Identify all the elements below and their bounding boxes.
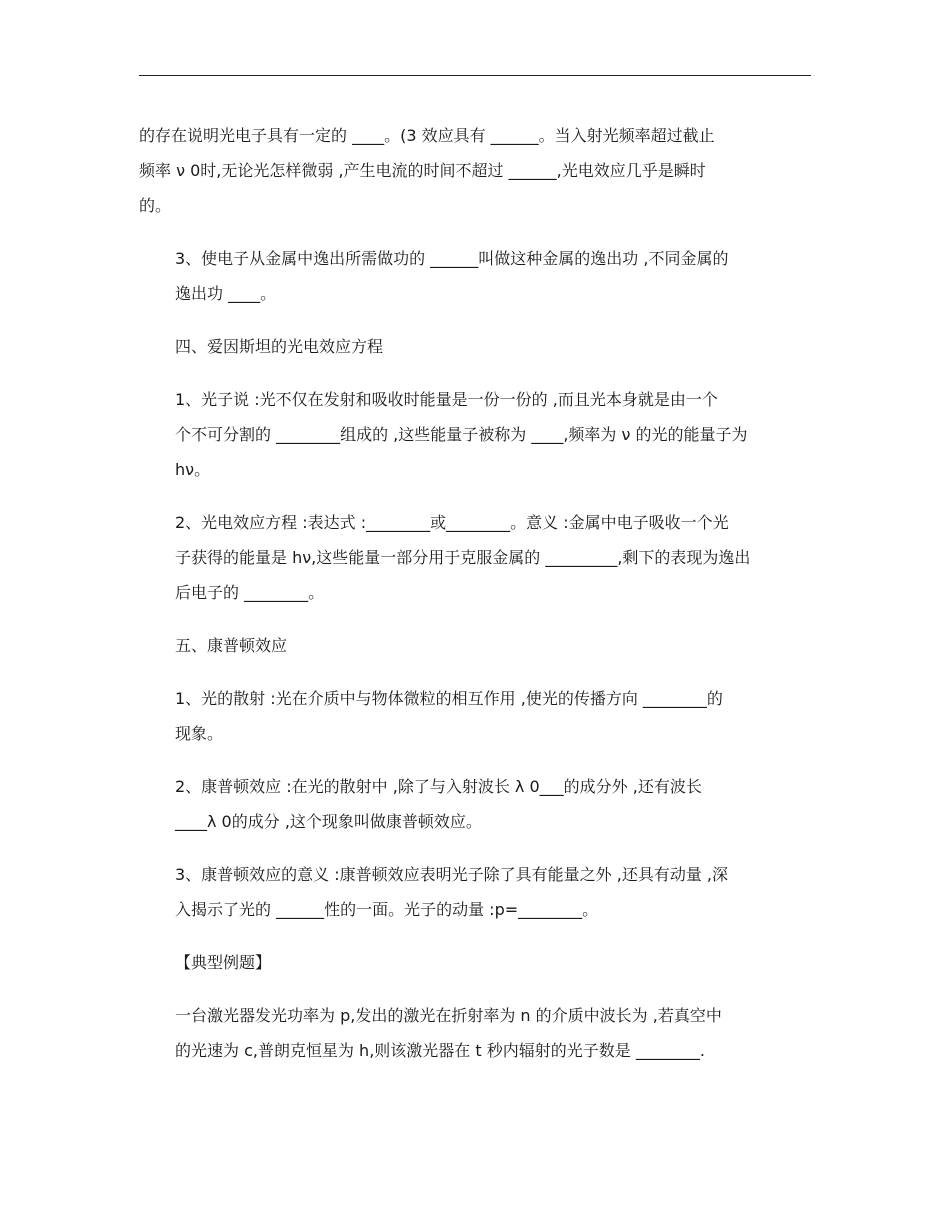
heading-text: 四、爱因斯坦的光电效应方程 <box>175 337 384 356</box>
heading-text: 五、康普顿效应 <box>175 636 288 655</box>
paragraph-photon-theory <box>139 382 811 487</box>
paragraph-light-scattering <box>139 681 811 751</box>
text-line: 个不可分割的 ________组成的 ,这些能量子被称为 ____,频率为 ν 的光的能量子为 <box>175 425 748 444</box>
text-line: 1、光子说 :光不仅在发射和吸收时能量是一份一份的 ,而且光本身就是由一个 <box>175 390 718 409</box>
section-heading-compton <box>139 628 811 663</box>
text-line: 频率 ν 0时,无论光怎样微弱 ,产生电流的时间不超过 ______,光电效应几乎是瞬时 <box>139 161 706 180</box>
text-line: ____λ 0的成分 ,这个现象叫做康普顿效应。 <box>175 812 482 831</box>
text-line: 子获得的能量是 hν,这些能量一部分用于克服金属的 _________,剩下的表现为逸出 <box>175 548 751 567</box>
paragraph-compton-effect <box>139 769 811 839</box>
text-line: 3、康普顿效应的意义 :康普顿效应表明光子除了具有能量之外 ,还具有动量 ,深 <box>175 865 729 884</box>
text-line: 的。 <box>139 196 172 215</box>
paragraph-photoelectric-energy <box>139 118 811 223</box>
text-line: 3、使电子从金属中逸出所需做功的 ______叫做这种金属的逸出功 ,不同金属的 <box>175 249 729 268</box>
paragraph-photoelectric-equation <box>139 505 811 610</box>
text-line: 的光速为 c,普朗克恒星为 h,则该激光器在 t 秒内辐射的光子数是 ________. <box>175 1041 705 1060</box>
paragraph-example-problem <box>139 998 811 1068</box>
paragraph-work-function <box>139 241 811 311</box>
text-line: hν。 <box>175 460 211 479</box>
section-heading-einstein <box>139 329 811 364</box>
document-body <box>139 118 811 1086</box>
text-line: 2、康普顿效应 :在光的散射中 ,除了与入射波长 λ 0___的成分外 ,还有波长 <box>175 777 702 796</box>
text-line: 2、光电效应方程 :表达式 :________或________。意义 :金属中电子吸收一个光 <box>175 513 729 532</box>
text-line: 的存在说明光电子具有一定的 ____。(3 效应具有 ______。当入射光频率超过截止 <box>139 126 715 145</box>
text-line: 现象。 <box>175 724 224 743</box>
text-line: 1、光的散射 :光在介质中与物体微粒的相互作用 ,使光的传播方向 ________的 <box>175 689 723 708</box>
text-line: 后电子的 ________。 <box>175 583 325 602</box>
paragraph-compton-significance <box>139 857 811 927</box>
text-line: 入揭示了光的 ______性的一面。光子的动量 :p=________。 <box>175 900 599 919</box>
heading-text: 【典型例题】 <box>175 953 272 972</box>
text-line: 一台激光器发光功率为 p,发出的激光在折射率为 n 的介质中波长为 ,若真空中 <box>175 1006 722 1025</box>
header-rule <box>139 75 811 76</box>
text-line: 逸出功 ____。 <box>175 284 277 303</box>
section-heading-examples <box>139 945 811 980</box>
